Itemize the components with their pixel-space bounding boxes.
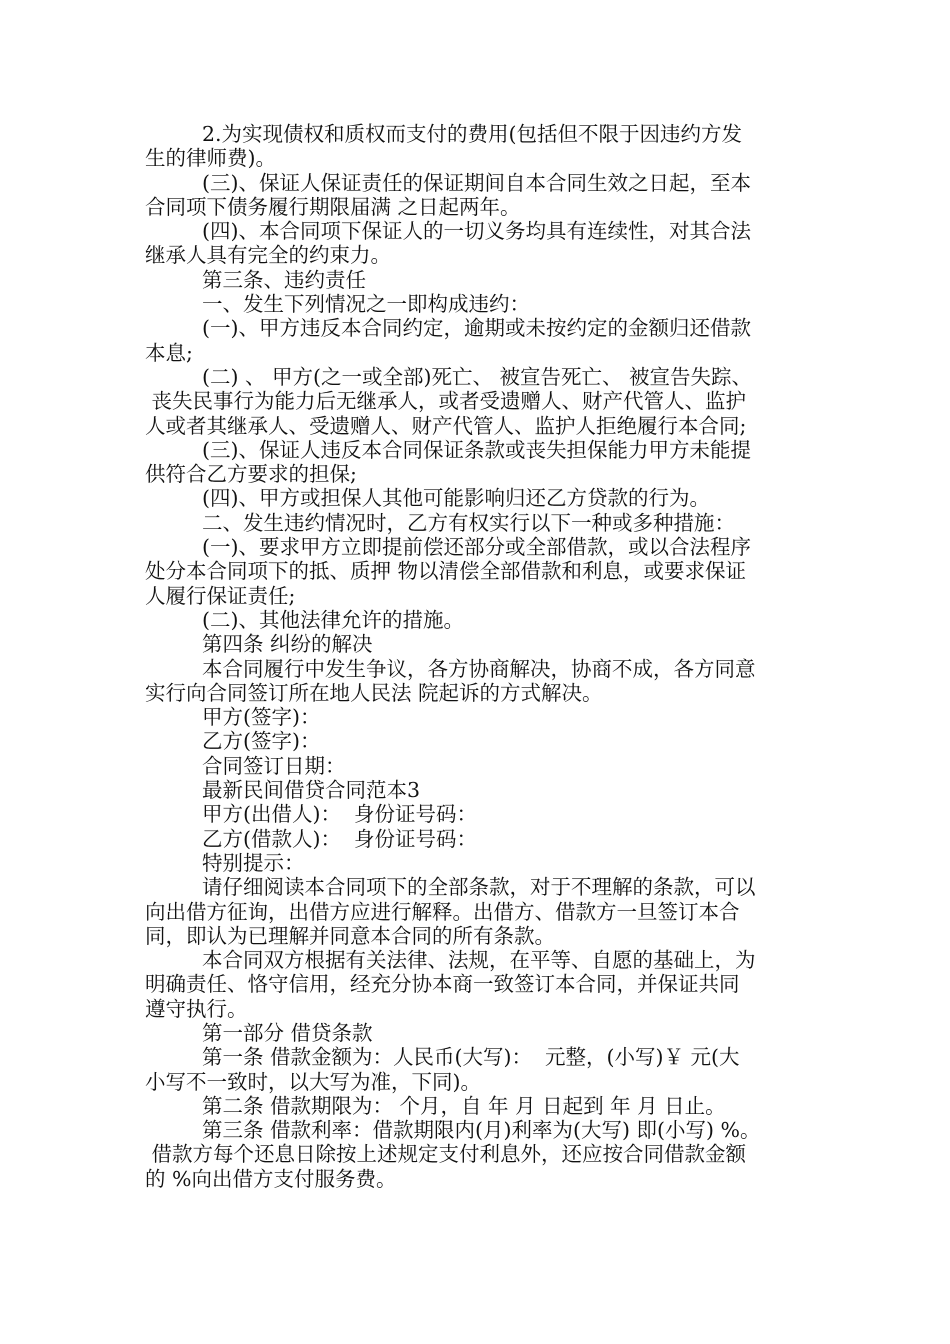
text-line: (四)、甲方或担保人其他可能影响归还乙方贷款的行为。 [202, 486, 710, 511]
text-line: 本息; [145, 340, 193, 365]
text-line: 人履行保证责任; [145, 583, 296, 608]
text-line: 向出借方征询，出借方应进行解释。出借方、借款方一旦签订本合 [145, 899, 740, 924]
text-line: 二、发生违约情况时，乙方有权实行以下一种或多种措施： [202, 510, 735, 535]
text-line: (一)、甲方违反本合同约定，逾期或未按约定的金额归还借款 [202, 316, 751, 341]
text-line: 实行向合同签订所在地人民法 院起诉的方式解决。 [145, 680, 603, 705]
text-line: (三)、保证人保证责任的保证期间自本合同生效之日起，至本 [202, 170, 751, 195]
text-line: 特别提示： [202, 850, 305, 875]
text-line: 请仔细阅读本合同项下的全部条款，对于不理解的条款，可以 [202, 875, 756, 900]
text-line: 乙方(借款人)： 身份证号码： [202, 826, 478, 851]
text-line: (三)、保证人违反本合同保证条款或丧失担保能力甲方未能提 [202, 437, 751, 462]
text-line: 甲方(签字)： [202, 705, 321, 730]
text-line: (一)、要求甲方立即提前偿还部分或全部借款，或以合法程序 [202, 535, 751, 560]
text-line: 供符合乙方要求的担保; [145, 462, 357, 487]
text-line: 借款方每个还息日除按上述规定支付利息外，还应按合同借款金额 [145, 1142, 747, 1167]
text-line: 第三条 借款利率：借款期限内(月)利率为(大写) 即(小写) %。 [202, 1118, 761, 1143]
document-page [145, 122, 805, 1191]
text-line: 遵守执行。 [145, 996, 248, 1021]
text-line: 第二条 借款期限为： 个月，自 年 月 日起到 年 月 日止。 [202, 1093, 726, 1118]
text-line: 2.为实现债权和质权而支付的费用(包括但不限于因违约方发 [202, 122, 743, 146]
text-line: 继承人具有完全的约束力。 [145, 243, 391, 268]
text-line: 第一条 借款金额为：人民币(大写)： 元整，(小写)￥ 元(大 [202, 1045, 740, 1070]
text-line: 小写不一致时，以大写为准，下同)。 [145, 1069, 481, 1094]
text-line: 合同项下债务履行期限届满 之日起两年。 [145, 194, 521, 219]
text-line: 第一部分 借贷条款 [202, 1020, 373, 1045]
text-line: 同，即认为已理解并同意本合同的所有条款。 [145, 923, 555, 948]
text-line: 明确责任、恪守信用，经充分协本商一致签订本合同，并保证共同 [145, 972, 740, 997]
text-line: 第四条 纠纷的解决 [202, 632, 373, 657]
text-line: 的 %向出借方支付服务费。 [145, 1166, 397, 1191]
text-line: (二)、其他法律允许的措施。 [202, 607, 464, 632]
text-line: (四)、本合同项下保证人的一切义务均具有连续性，对其合法 [202, 219, 751, 244]
text-line: 一、发生下列情况之一即构成违约： [202, 292, 530, 317]
text-line: 最新民间借贷合同范本3 [202, 778, 421, 803]
text-line: 处分本合同项下的抵、质押 物以清偿全部借款和利息，或要求保证 [145, 559, 747, 584]
text-line: 丧失民事行为能力后无继承人，或者受遗赠人、财产代管人、监护 [145, 389, 747, 414]
text-line: 合同签订日期： [202, 753, 346, 778]
text-line: 第三条、违约责任 [202, 267, 366, 292]
text-line: 本合同履行中发生争议，各方协商解决，协商不成，各方同意 [202, 656, 756, 681]
text-line: 人或者其继承人、受遗赠人、财产代管人、监护人拒绝履行本合同; [145, 413, 747, 438]
text-line: 甲方(出借人)： 身份证号码： [202, 802, 478, 827]
text-line: 生的律师费)。 [145, 146, 276, 171]
text-line: (二) 、 甲方(之一或全部)死亡、 被宣告死亡、 被宣告失踪、 [202, 364, 753, 389]
text-line: 乙方(签字)： [202, 729, 321, 754]
text-line: 本合同双方根据有关法律、法规，在平等、自愿的基础上，为 [202, 948, 756, 973]
